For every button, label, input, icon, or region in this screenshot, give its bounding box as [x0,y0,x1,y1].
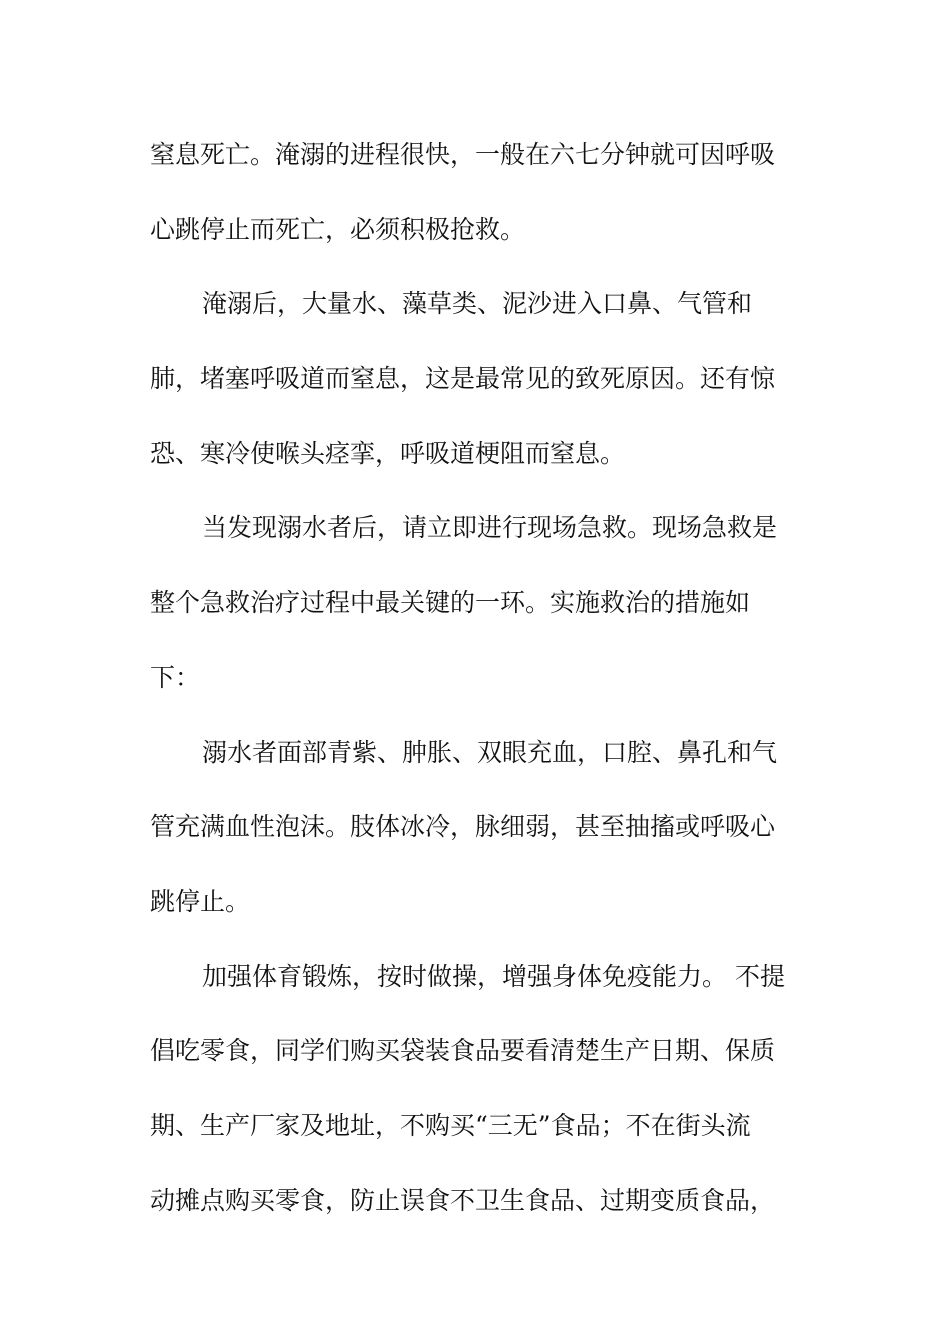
paragraph-start-line: 当发现溺水者后，请立即进行现场急救。现场急救是 [202,513,778,543]
text-line: 下： [150,662,201,692]
text-line: 管充满血性泡沫。肢体冰冷，脉细弱，甚至抽搐或呼吸心 [150,812,776,842]
text-line: 心跳停止而死亡，必须积极抢救。 [150,214,526,244]
text-line: 倡吃零食，同学们购买袋装食品要看清楚生产日期、保质 [150,1036,776,1066]
text-line: 整个急救治疗过程中最关键的一环。实施救治的措施如 [150,588,751,618]
text-line: 窒息死亡。淹溺的进程很快，一般在六七分钟就可因呼吸 [150,140,776,169]
text-line: 跳停止。 [150,886,251,916]
paragraph-start-line: 溺水者面部青紫、肿胀、双眼充血，口腔、鼻孔和气 [202,737,778,767]
text-line: 肺，堵塞呼吸道而窒息，这是最常见的致死原因。还有惊 [150,364,776,394]
body-text [150,118,810,1238]
paragraph-start-line: 淹溺后，大量水、藻草类、泥沙进入口鼻、气管和 [202,289,753,319]
text-line: 期、生产厂家及地址，不购买“三无”食品；不在街头流 [150,1110,751,1140]
text-line: 恐、寒冷使喉头痉挛，呼吸道梗阻而窒息。 [150,438,626,468]
text-line: 动摊点购买零食，防止误食不卫生食品、过期变质食品， [150,1185,776,1215]
paragraph-start-line: 加强体育锻炼，按时做操，增强身体免疫能力。 不提 [202,961,785,991]
